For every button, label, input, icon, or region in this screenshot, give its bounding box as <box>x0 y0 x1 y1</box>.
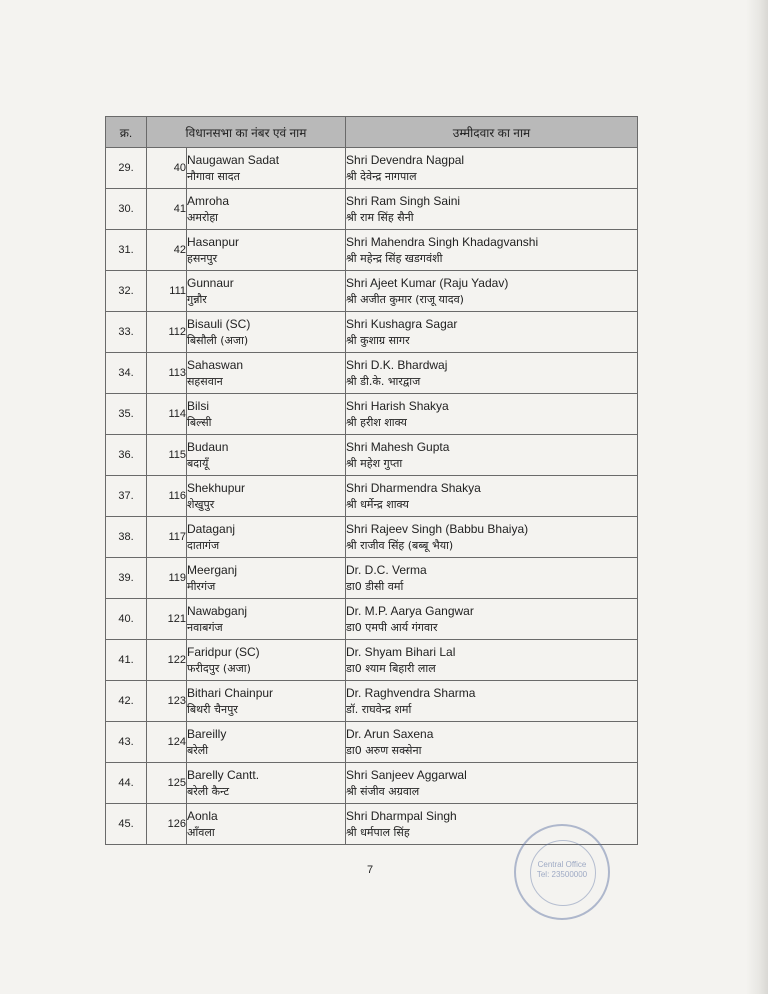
candidate-name-en: Dr. Raghvendra Sharma <box>346 685 476 700</box>
row-serial: 40. <box>106 599 147 640</box>
office-stamp <box>514 824 610 920</box>
constituency-number: 42 <box>147 230 187 271</box>
constituency-name-hi: बरेली कैन्ट <box>187 784 230 798</box>
candidate-name-hi: डा0 अरुण सक्सेना <box>346 743 422 757</box>
constituency-cell <box>187 435 346 476</box>
stamp-text <box>516 860 608 880</box>
constituency-number: 126 <box>147 804 187 845</box>
constituency-number: 40 <box>147 148 187 189</box>
candidate-list-table <box>105 116 638 845</box>
candidate-name-en: Shri Ajeet Kumar (Raju Yadav) <box>346 275 509 290</box>
constituency-name-hi: आँवला <box>187 825 215 839</box>
constituency-name-en: Budaun <box>187 439 229 454</box>
constituency-name-hi: बिथरी चैनपुर <box>187 702 238 716</box>
constituency-number: 119 <box>147 558 187 599</box>
table-row <box>106 681 638 722</box>
candidate-cell <box>346 353 638 394</box>
candidate-name-hi: डॉ. राघवेन्द्र शर्मा <box>346 702 412 716</box>
constituency-cell <box>187 312 346 353</box>
candidate-name-en: Shri Mahesh Gupta <box>346 439 450 454</box>
row-serial: 29. <box>106 148 147 189</box>
constituency-number: 115 <box>147 435 187 476</box>
candidate-name-en: Shri Devendra Nagpal <box>346 152 465 167</box>
candidate-name-hi: श्री संजीव अग्रवाल <box>346 784 420 798</box>
constituency-name-en: Nawabganj <box>187 603 248 618</box>
table-header-row <box>106 117 638 148</box>
candidate-name-hi: श्री महेन्द्र सिंह खडगवंशी <box>346 251 443 265</box>
table-row <box>106 599 638 640</box>
constituency-name-hi: फरीदपुर (अजा) <box>187 661 251 675</box>
constituency-name-en: Amroha <box>187 193 230 208</box>
constituency-name-hi: बदायूँ <box>187 456 209 470</box>
constituency-name-hi: हसनपुर <box>187 251 218 265</box>
constituency-number: 117 <box>147 517 187 558</box>
constituency-name-hi: नवाबगंज <box>187 620 223 634</box>
page-edge-shadow <box>746 0 768 994</box>
candidate-cell <box>346 681 638 722</box>
candidate-cell <box>346 476 638 517</box>
candidate-name-en: Shri D.K. Bhardwaj <box>346 357 448 372</box>
constituency-cell <box>187 681 346 722</box>
stamp-line-2: Tel: 23500000 <box>536 870 588 879</box>
candidate-name-hi: डा0 श्याम बिहारी लाल <box>346 661 436 675</box>
constituency-cell <box>187 763 346 804</box>
table-row <box>106 476 638 517</box>
constituency-name-hi: बरेली <box>187 743 209 757</box>
candidate-name-en: Shri Harish Shakya <box>346 398 449 413</box>
row-serial: 35. <box>106 394 147 435</box>
row-serial: 32. <box>106 271 147 312</box>
row-serial: 43. <box>106 722 147 763</box>
candidate-name-en: Shri Rajeev Singh (Babbu Bhaiya) <box>346 521 529 536</box>
candidate-cell <box>346 599 638 640</box>
constituency-name-hi: शेखुपुर <box>187 497 215 511</box>
candidate-name-hi: श्री देवेन्द्र नागपाल <box>346 169 417 183</box>
constituency-name-en: Bilsi <box>187 398 210 413</box>
candidate-name-en: Shri Dharmpal Singh <box>346 808 457 823</box>
constituency-number: 122 <box>147 640 187 681</box>
candidate-cell <box>346 189 638 230</box>
candidate-name-en: Shri Kushagra Sagar <box>346 316 458 331</box>
table-row <box>106 271 638 312</box>
row-serial: 38. <box>106 517 147 558</box>
page-number: 7 <box>366 864 374 876</box>
row-serial: 45. <box>106 804 147 845</box>
table-row <box>106 558 638 599</box>
table-row <box>106 394 638 435</box>
constituency-name-en: Bithari Chainpur <box>187 685 274 700</box>
candidate-name-en: Dr. M.P. Aarya Gangwar <box>346 603 474 618</box>
header-sno: क्र. <box>106 117 147 148</box>
constituency-cell <box>187 722 346 763</box>
candidate-name-en: Shri Sanjeev Aggarwal <box>346 767 467 782</box>
constituency-name-en: Meerganj <box>187 562 238 577</box>
constituency-name-en: Faridpur (SC) <box>187 644 260 659</box>
constituency-name-en: Aonla <box>187 808 218 823</box>
row-serial: 37. <box>106 476 147 517</box>
row-serial: 30. <box>106 189 147 230</box>
row-serial: 44. <box>106 763 147 804</box>
constituency-cell <box>187 517 346 558</box>
constituency-number: 41 <box>147 189 187 230</box>
table-row <box>106 517 638 558</box>
constituency-number: 116 <box>147 476 187 517</box>
row-serial: 31. <box>106 230 147 271</box>
candidate-cell <box>346 517 638 558</box>
constituency-name-hi: मीरगंज <box>187 579 216 593</box>
constituency-name-en: Barelly Cantt. <box>187 767 260 782</box>
stamp-line-1: Central Office <box>537 860 587 869</box>
constituency-name-en: Dataganj <box>187 521 236 536</box>
table-row <box>106 230 638 271</box>
candidate-cell <box>346 230 638 271</box>
constituency-name-hi: बिल्सी <box>187 415 212 429</box>
table-row <box>106 435 638 476</box>
candidate-name-en: Dr. D.C. Verma <box>346 562 427 577</box>
table-row <box>106 640 638 681</box>
candidate-name-hi: श्री डी.के. भारद्वाज <box>346 374 421 388</box>
constituency-name-en: Bareilly <box>187 726 227 741</box>
candidate-name-hi: श्री धर्मेन्द्र शाक्य <box>346 497 409 511</box>
constituency-cell <box>187 599 346 640</box>
candidate-name-hi: श्री राम सिंह सैनी <box>346 210 414 224</box>
constituency-cell <box>187 640 346 681</box>
candidate-cell <box>346 763 638 804</box>
header-constituency: विधानसभा का नंबर एवं नाम <box>147 117 346 148</box>
candidate-name-hi: श्री राजीव सिंह (बब्बू भैया) <box>346 538 454 552</box>
row-serial: 36. <box>106 435 147 476</box>
candidate-name-en: Shri Dharmendra Shakya <box>346 480 481 495</box>
candidate-cell <box>346 148 638 189</box>
candidate-cell <box>346 394 638 435</box>
candidate-name-hi: श्री महेश गुप्ता <box>346 456 403 470</box>
constituency-cell <box>187 558 346 599</box>
constituency-name-hi: दातागंज <box>187 538 220 552</box>
constituency-name-hi: गुन्नौर <box>187 292 207 306</box>
constituency-cell <box>187 230 346 271</box>
constituency-number: 121 <box>147 599 187 640</box>
constituency-number: 111 <box>147 271 187 312</box>
constituency-number: 124 <box>147 722 187 763</box>
candidate-name-hi: डा0 डीसी वर्मा <box>346 579 404 593</box>
constituency-name-hi: सहसवान <box>187 374 223 388</box>
header-candidate: उम्मीदवार का नाम <box>346 117 638 148</box>
table-row <box>106 312 638 353</box>
candidate-cell <box>346 722 638 763</box>
constituency-cell <box>187 148 346 189</box>
candidate-name-hi: श्री कुशाग्र सागर <box>346 333 410 347</box>
row-serial: 33. <box>106 312 147 353</box>
constituency-number: 125 <box>147 763 187 804</box>
constituency-number: 123 <box>147 681 187 722</box>
row-serial: 42. <box>106 681 147 722</box>
candidate-name-en: Shri Mahendra Singh Khadagvanshi <box>346 234 539 249</box>
table-row <box>106 763 638 804</box>
table-row <box>106 189 638 230</box>
constituency-name-hi: बिसौली (अजा) <box>187 333 249 347</box>
candidate-cell <box>346 558 638 599</box>
table-row <box>106 148 638 189</box>
constituency-number: 113 <box>147 353 187 394</box>
candidate-cell <box>346 435 638 476</box>
constituency-number: 112 <box>147 312 187 353</box>
row-serial: 41. <box>106 640 147 681</box>
constituency-name-en: Sahaswan <box>187 357 244 372</box>
constituency-name-en: Bisauli (SC) <box>187 316 251 331</box>
candidate-name-en: Dr. Arun Saxena <box>346 726 434 741</box>
constituency-cell <box>187 476 346 517</box>
table-row <box>106 722 638 763</box>
table-row <box>106 353 638 394</box>
row-serial: 34. <box>106 353 147 394</box>
row-serial: 39. <box>106 558 147 599</box>
constituency-cell <box>187 353 346 394</box>
constituency-name-en: Hasanpur <box>187 234 240 249</box>
constituency-name-hi: अमरोहा <box>187 210 219 224</box>
constituency-name-en: Naugawan Sadat <box>187 152 280 167</box>
constituency-cell <box>187 271 346 312</box>
candidate-name-en: Dr. Shyam Bihari Lal <box>346 644 456 659</box>
candidate-name-hi: श्री हरीश शाक्य <box>346 415 407 429</box>
candidate-cell <box>346 640 638 681</box>
constituency-name-en: Shekhupur <box>187 480 246 495</box>
candidate-name-hi: डा0 एमपी आर्य गंगवार <box>346 620 438 634</box>
table-body <box>106 148 638 845</box>
candidate-name-en: Shri Ram Singh Saini <box>346 193 461 208</box>
constituency-cell <box>187 394 346 435</box>
candidate-name-hi: श्री धर्मपाल सिंह <box>346 825 410 839</box>
constituency-name-hi: नौगावा सादत <box>187 169 240 183</box>
constituency-cell <box>187 189 346 230</box>
candidate-cell <box>346 312 638 353</box>
candidate-cell <box>346 271 638 312</box>
constituency-name-en: Gunnaur <box>187 275 234 290</box>
candidate-name-hi: श्री अजीत कुमार (राजू यादव) <box>346 292 464 306</box>
constituency-number: 114 <box>147 394 187 435</box>
constituency-cell <box>187 804 346 845</box>
